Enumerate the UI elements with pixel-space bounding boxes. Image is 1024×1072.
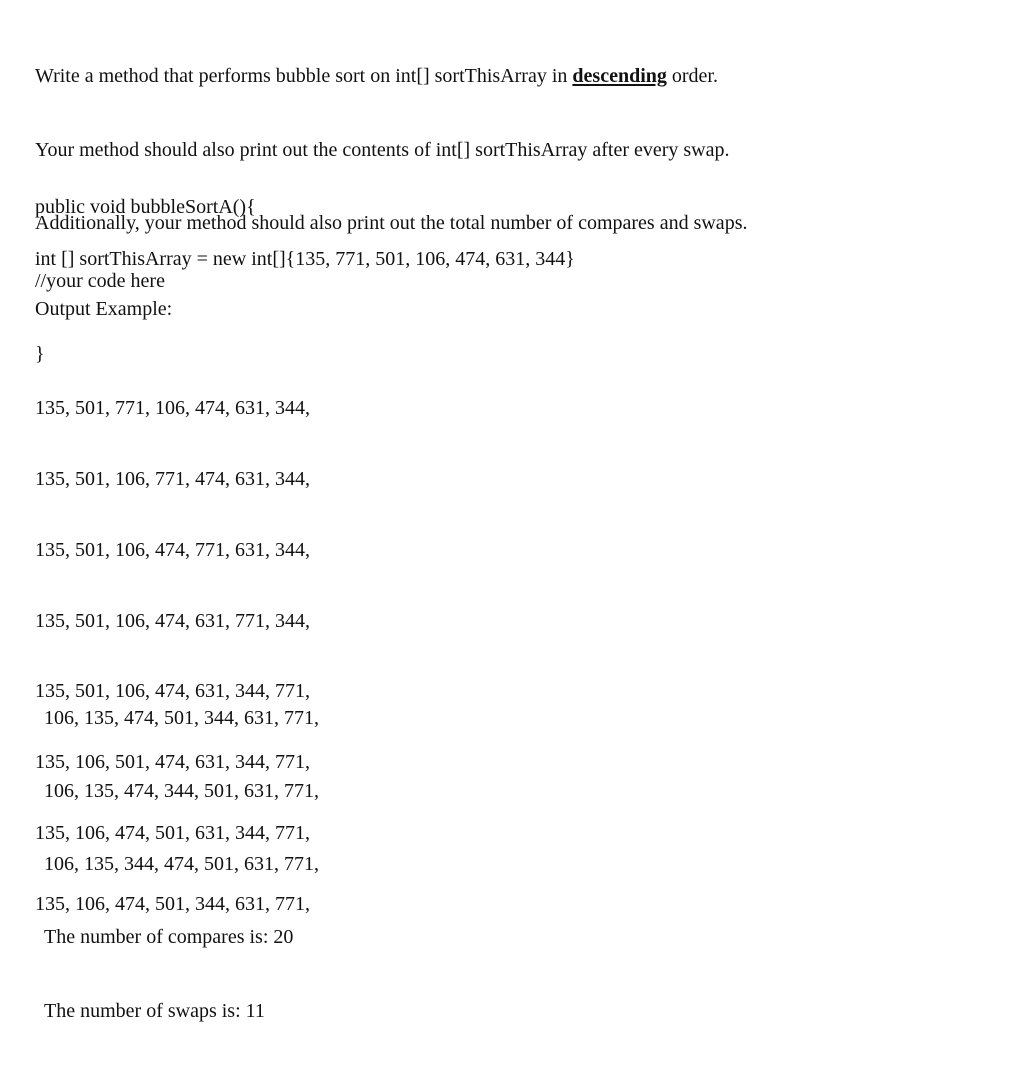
method-closing-brace: } xyxy=(35,343,45,365)
method-comment: //your code here xyxy=(35,269,165,292)
output-line: 135, 501, 771, 106, 474, 631, 344, xyxy=(35,397,310,420)
compares-summary: The number of compares is: 20 xyxy=(44,926,294,949)
output-lines-second xyxy=(44,657,319,1072)
instruction-line-3: Additionally, your method should also print out the total number of compares and swaps. xyxy=(35,212,748,234)
instruction-line-1 xyxy=(35,64,747,89)
output-line: 135, 501, 106, 474, 771, 631, 344, xyxy=(35,538,310,561)
output-line: 106, 135, 474, 501, 344, 631, 771, xyxy=(44,706,319,729)
output-line: 106, 135, 474, 344, 501, 631, 771, xyxy=(44,780,319,803)
output-line: 135, 501, 106, 771, 474, 631, 344, xyxy=(35,467,310,490)
output-line: 135, 106, 474, 501, 631, 344, 771, xyxy=(35,821,310,844)
method-signature: public void bubbleSortA(){ xyxy=(35,196,256,218)
output-example-label: Output Example: xyxy=(35,298,173,320)
descending-emphasis: descending xyxy=(572,65,667,87)
instruction-line-2: Your method should also print out the contents of int[] sortThisArray after every swap. xyxy=(35,138,730,161)
output-line: 135, 501, 106, 474, 631, 344, 771, xyxy=(35,680,310,703)
array-declaration: int [] sortThisArray = new int[]{135, 771, 501, 106, 474, 631, 344} xyxy=(35,248,575,270)
swaps-summary: The number of swaps is: 11 xyxy=(44,999,265,1022)
instruction-line-1-start: Write a method that performs bubble sort on int[] sortThisArray in xyxy=(35,65,573,87)
output-line: 135, 106, 501, 474, 631, 344, 771, xyxy=(35,751,310,774)
output-line: 135, 501, 106, 474, 631, 771, 344, xyxy=(35,609,310,632)
output-line: 106, 135, 344, 474, 501, 631, 771, xyxy=(44,853,319,876)
output-line: 135, 106, 474, 501, 344, 631, 771, xyxy=(35,892,310,915)
instruction-line-1-end: order. xyxy=(666,65,718,87)
